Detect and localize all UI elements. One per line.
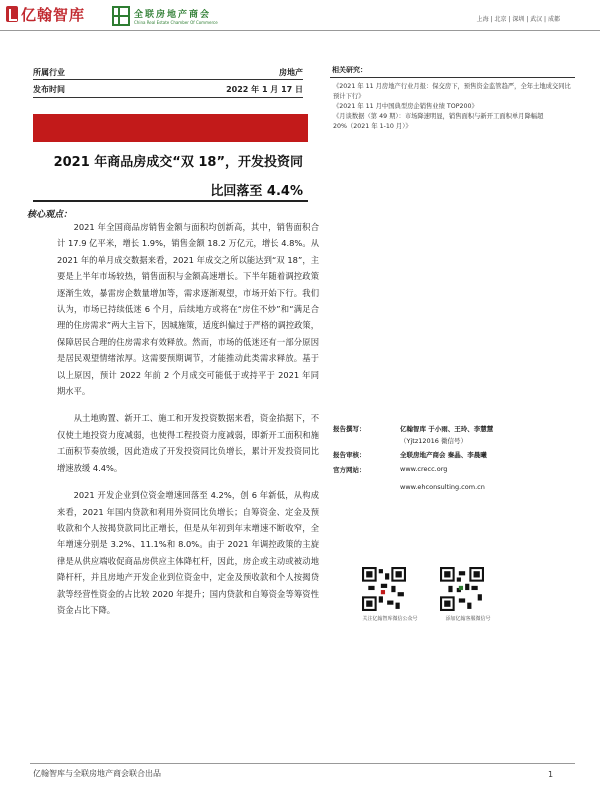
key-points-body bbox=[57, 219, 319, 629]
page-number: 1 bbox=[548, 770, 554, 779]
date-label: 发布时间 bbox=[33, 85, 65, 94]
related-research-list bbox=[333, 82, 573, 132]
report-title-line1: 2021 年商品房成交“双 18”，开发投资同 bbox=[53, 155, 303, 170]
yihan-logo-icon bbox=[6, 6, 18, 22]
qr-code-icon bbox=[362, 567, 406, 611]
site-link-crecc[interactable]: www.crecc.org bbox=[400, 465, 448, 473]
related-item[interactable]: 《2021 年 11 月房地产行业月报：保交房下，预售资金监管趋严，全年土地成交同比预计下行》 bbox=[333, 83, 571, 100]
office-cities: 上海 | 北京 | 深圳 | 武汉 | 成都 bbox=[476, 16, 560, 23]
related-item[interactable]: 《2021 年 11 月中国典型房企销售业绩 TOP200》 bbox=[333, 103, 478, 110]
reviewer-label: 报告审核： bbox=[333, 451, 366, 459]
qr-block-1 bbox=[362, 567, 418, 622]
reviewer-value: 全联房地产商会 秦晶、李晨曦 bbox=[400, 451, 487, 459]
key-points-heading: 核心观点： bbox=[27, 210, 73, 220]
crecc-logo-en: China Real Estate Chamber Of Commerce bbox=[134, 20, 218, 25]
qr-caption-1: 关注亿翰智库微信公众号 bbox=[362, 616, 418, 622]
related-research-heading: 相关研究： bbox=[332, 66, 367, 74]
qr-caption-2: 添加亿翰客服微信号 bbox=[445, 616, 491, 622]
header-divider bbox=[0, 30, 600, 31]
yihan-logo-text: 亿翰智库 bbox=[21, 5, 86, 24]
paragraph: 从土地购置、新开工、施工和开发投资数据来看，资金掐据下，不仅使土地投资力度减弱，也使得工程投资力度减弱，即新开工面积和施工面积节奏放缓，因此造成了开发投资同比负增长，累计开发投资同比增速放缓 4.4%。 bbox=[57, 413, 319, 473]
author-wechat: （Yjtz12016 微信号） bbox=[400, 437, 467, 445]
author-row bbox=[333, 424, 493, 433]
footer-text: 亿翰智库与全联房地产商会联合出品 bbox=[33, 769, 161, 778]
author-sub-row bbox=[333, 436, 467, 445]
site-label: 官方网站： bbox=[333, 466, 366, 474]
meta-divider bbox=[33, 79, 303, 80]
crecc-logo bbox=[112, 4, 218, 28]
date-value: 2022 年 1 月 17 日 bbox=[226, 85, 303, 94]
related-item[interactable]: 《月谈数据（第 49 期）：市场降速明显，销售面积与新开工面积单月降幅超 20%（2021 年 1-10 月）》 bbox=[333, 113, 544, 130]
industry-label: 所属行业 bbox=[33, 68, 65, 77]
author-value: 亿翰智库 于小雨、王玲、李慧慧 bbox=[400, 425, 494, 433]
paragraph: 2021 年全国商品房销售金额与面积均创新高，其中，销售面积合计 17.9 亿平米，增长 1.9%，销售金额 18.2 万亿元，增长 4.8%。从 2021 年的单月成交数据来看，2021 年成交之所以能达到“双 18”，主要是上半年市场较热，销售面积与金额高速增长。下半年随着调控政策逐渐生效，暴雷房企数量增加等，需求逐渐观望，市场开始下行。我们认为，市场已持续低迷 6 个月，后续地方或将在“房住不炒”和“满足合理的住房需求”两大主旨下，因城施策，适度纠偏过于严格的调控政策，保障居民合理的住房需求有效释放。然而，市场的低迷还有一部分原因是居民观望情绪浓厚。这需要预期调节，才能推动此类需求释放。基于以上原因，预计 2022 年前 2 个月成交可能低于或持平于 2021 年同期水平。 bbox=[57, 222, 319, 397]
date-row bbox=[33, 84, 303, 95]
site-row-2 bbox=[333, 483, 485, 491]
footer-divider bbox=[30, 763, 575, 764]
industry-value: 房地产 bbox=[279, 68, 303, 77]
title-rule bbox=[33, 200, 308, 202]
author-label: 报告撰写： bbox=[333, 425, 366, 433]
reviewer-row bbox=[333, 450, 487, 459]
yihan-logo bbox=[6, 4, 106, 24]
crecc-logo-icon bbox=[112, 6, 130, 26]
site-link-ehconsulting[interactable]: www.ehconsulting.com.cn bbox=[400, 483, 485, 491]
qr-block-2 bbox=[440, 567, 496, 622]
meta-divider-2 bbox=[33, 97, 303, 98]
title-red-bar bbox=[33, 114, 308, 142]
industry-row bbox=[33, 67, 303, 78]
site-row bbox=[333, 465, 447, 474]
qr-code-icon bbox=[440, 567, 484, 611]
related-divider bbox=[330, 77, 575, 78]
report-title-line2: 比回落至 4.4% bbox=[210, 184, 303, 199]
paragraph: 2021 开发企业到位资金增速回落至 4.2%，创 6 年新低，从构成来看，2021 年国内贷款和利用外资同比负增长；自筹资金、定金及预收款和个人按揭贷款同比正增长，但是从年初到年末增速不断收窄，全年增速分别是 3.2%、11.1%和 8.0%。由于 2021 年调控政策的主旋律是从供应端收促商品房供应主体降杠杆，因此，房企或主动或被动地降杆杆，并且房地产开发企业到位资金中，定金及预收款和个人按揭贷款等经营性资金的占比较 2020 年提升；国内贷款和自筹资金等筹资性资金占比下降。 bbox=[57, 490, 319, 615]
crecc-logo-text: 全联房地产商会 bbox=[134, 10, 212, 20]
